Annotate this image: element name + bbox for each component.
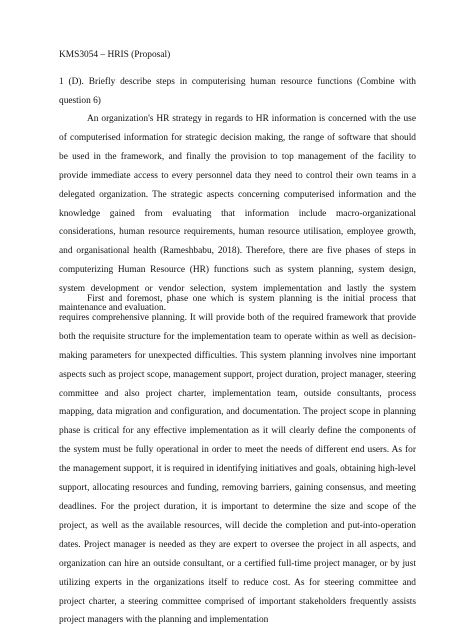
document-header: KMS3054 – HRIS (Proposal) (59, 50, 171, 60)
paragraph-system-planning: First and foremost, phase one which is system planning is the initial process that requires comprehensive planning. It will provide both of the required framework that provide both the requisite structure for the implementation team to operate within as well as decision-making parameters for unexpected difficulties. This system planning involves nine important aspects such as project scope, management support, project duration, project manager, steering committee and also project charter, implementation team, outside consultants, process mapping, data migration and configuration, and documentation. The project scope in planning phase is critical for any effective implementation as it will clearly define the components of the system must be fully operational in order to meet the needs of different end users. As for the management support, it is required in identifying initiatives and goals, obtaining high-level support, allocating resources and funding, removing barriers, gaining consensus, and meeting deadlines. For the project duration, it is important to determine the size and scope of the project, as well as the available resources, will decide the completion and put-into-operation dates. Project manager is needed as they are expert to oversee the project in all aspects, and organization can hire an outside consultant, or a certified full-time project manager, or by just utilizing experts in the organizations itself to reduce cost. As for steering committee and project charter, a steering committee comprised of important stakeholders frequently assists project managers with the planning and implementation (59, 294, 416, 626)
question-heading: 1 (D). Briefly describe steps in computerising human resource functions (Combine with question 6) (59, 77, 416, 106)
paragraph-intro: An organization's HR strategy in regards to HR information is concerned with the use of computerised information for strategic decision making, the range of software that should be used in the framework, and finally the provision to top management of the facility to provide immediate access to every personnel data they need to control their own teams in a delegated organization. The strategic aspects concerning computerised information and the knowledge gained from evaluating that information include macro-organizational considerations, human resource requirements, human resource utilisation, employee growth, and organisational health (Rameshbabu, 2018). Therefore, there are five phases of steps in computerizing Human Resource (HR) functions such as system planning, system design, system development or vendor selection, system implementation and lastly the system maintenance and evaluation. (59, 114, 416, 314)
